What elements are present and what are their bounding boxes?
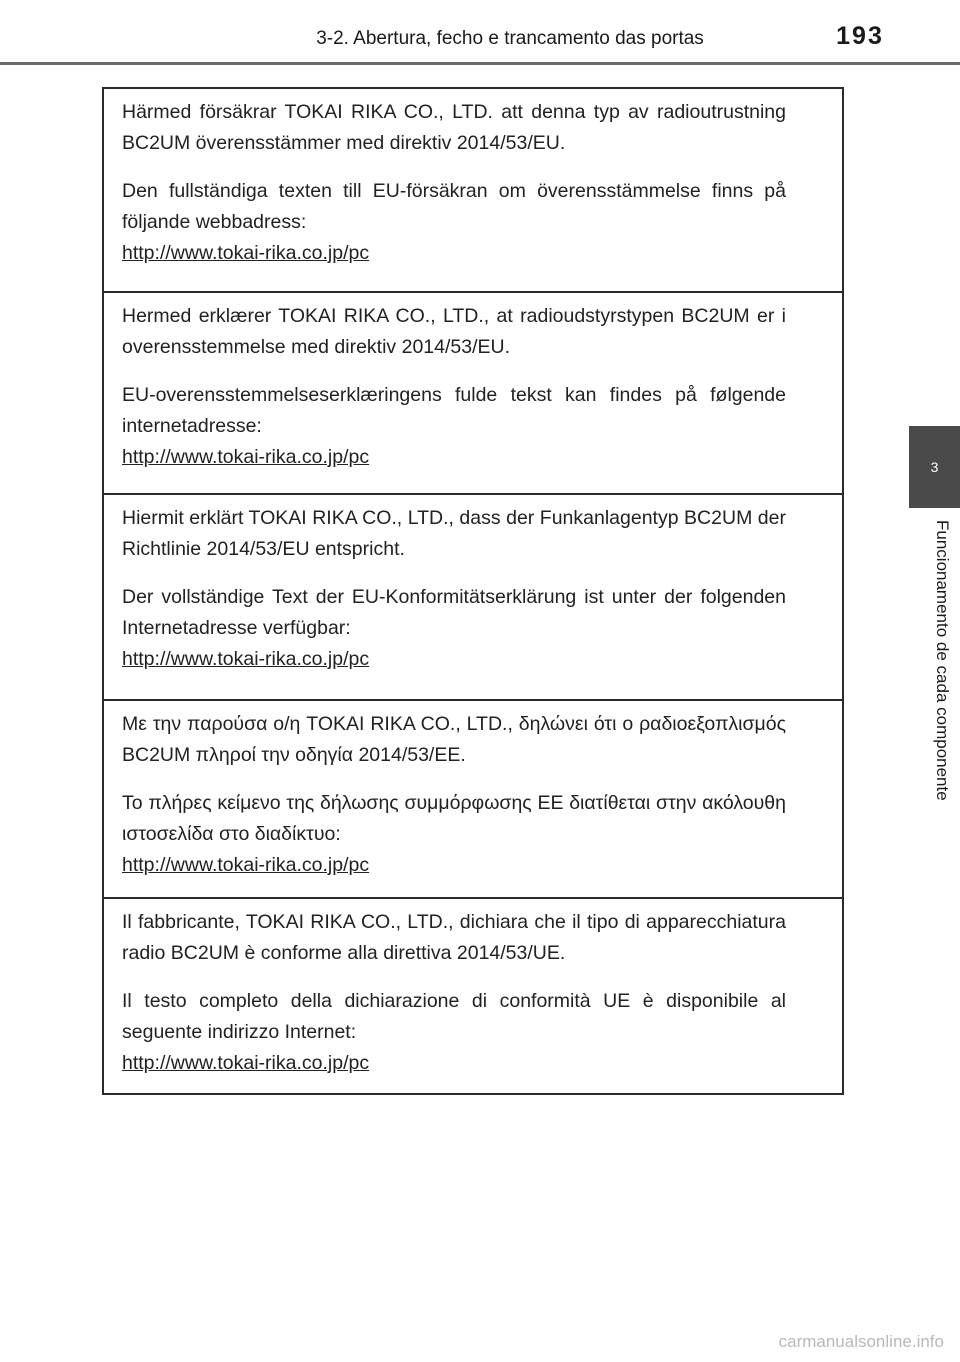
chapter-label: Funcionamento de cada componente [933,520,952,801]
declaration-statement: Il fabbricante, TOKAI RIKA CO., LTD., dichiara che il tipo di apparecchiatura radio BC2UM è conforme alla direttiva 2014/53/UE. [122,911,786,964]
chapter-number: 3 [930,459,939,475]
fulltext-note: EU-overensstemmelseserklæringens fulde tekst kan findes på følgende internetadresse: [122,384,786,437]
fulltext-note: Il testo completo della dichiarazione di conformità UE è disponibile al seguente indirizzo Internet: [122,990,786,1043]
declaration-statement: Härmed försäkrar TOKAI RIKA CO., LTD. att denna typ av radioutrustning BC2UM överensstämmer med direktiv 2014/53/EU. [122,101,786,154]
fulltext-note: Το πλήρες κείμενο της δήλωσης συμμόρφωσης ΕΕ διατίθεται στην ακόλουθη ιστοσελίδα στο διαδίκτυο: [122,792,786,845]
declaration-section-swedish [104,89,842,291]
declaration-section-italian [104,897,842,1093]
fulltext-note: Der vollständige Text der EU-Konformitätserklärung ist unter der folgenden Internetadresse verfügbar: [122,586,786,639]
declaration-url-link[interactable]: http://www.tokai-rika.co.jp/pc [122,242,370,264]
declaration-url-link[interactable]: http://www.tokai-rika.co.jp/pc [122,1052,370,1074]
fulltext-note: Den fullständiga texten till EU-försäkran om överensstämmelse finns på följande webbadress: [122,180,786,233]
declaration-url-link[interactable]: http://www.tokai-rika.co.jp/pc [122,648,370,670]
declaration-statement: Hermed erklærer TOKAI RIKA CO., LTD., at radioudstyrstypen BC2UM er i overensstemmelse med direktiv 2014/53/EU. [122,305,786,358]
declaration-box [102,87,844,1095]
chapter-tab [909,426,960,508]
header-divider [0,62,960,65]
declaration-url-link[interactable]: http://www.tokai-rika.co.jp/pc [122,854,370,876]
declaration-section-danish [104,291,842,493]
running-header-title: 3-2. Abertura, fecho e trancamento das portas [316,28,704,49]
declaration-section-greek [104,699,842,897]
declaration-statement: Hiermit erklärt TOKAI RIKA CO., LTD., dass der Funkanlagentyp BC2UM der Richtlinie 2014/53/EU entspricht. [122,507,786,560]
page-number: 193 [836,22,884,50]
declaration-section-german [104,493,842,699]
declaration-statement: Με την παρούσα ο/η TOKAI RIKA CO., LTD., δηλώνει ότι ο ραδιοεξοπλισμός BC2UM πληροί την οδηγία 2014/53/ΕΕ. [122,713,786,766]
declaration-url-link[interactable]: http://www.tokai-rika.co.jp/pc [122,446,370,468]
site-watermark: carmanualsonline.info [778,1332,944,1351]
